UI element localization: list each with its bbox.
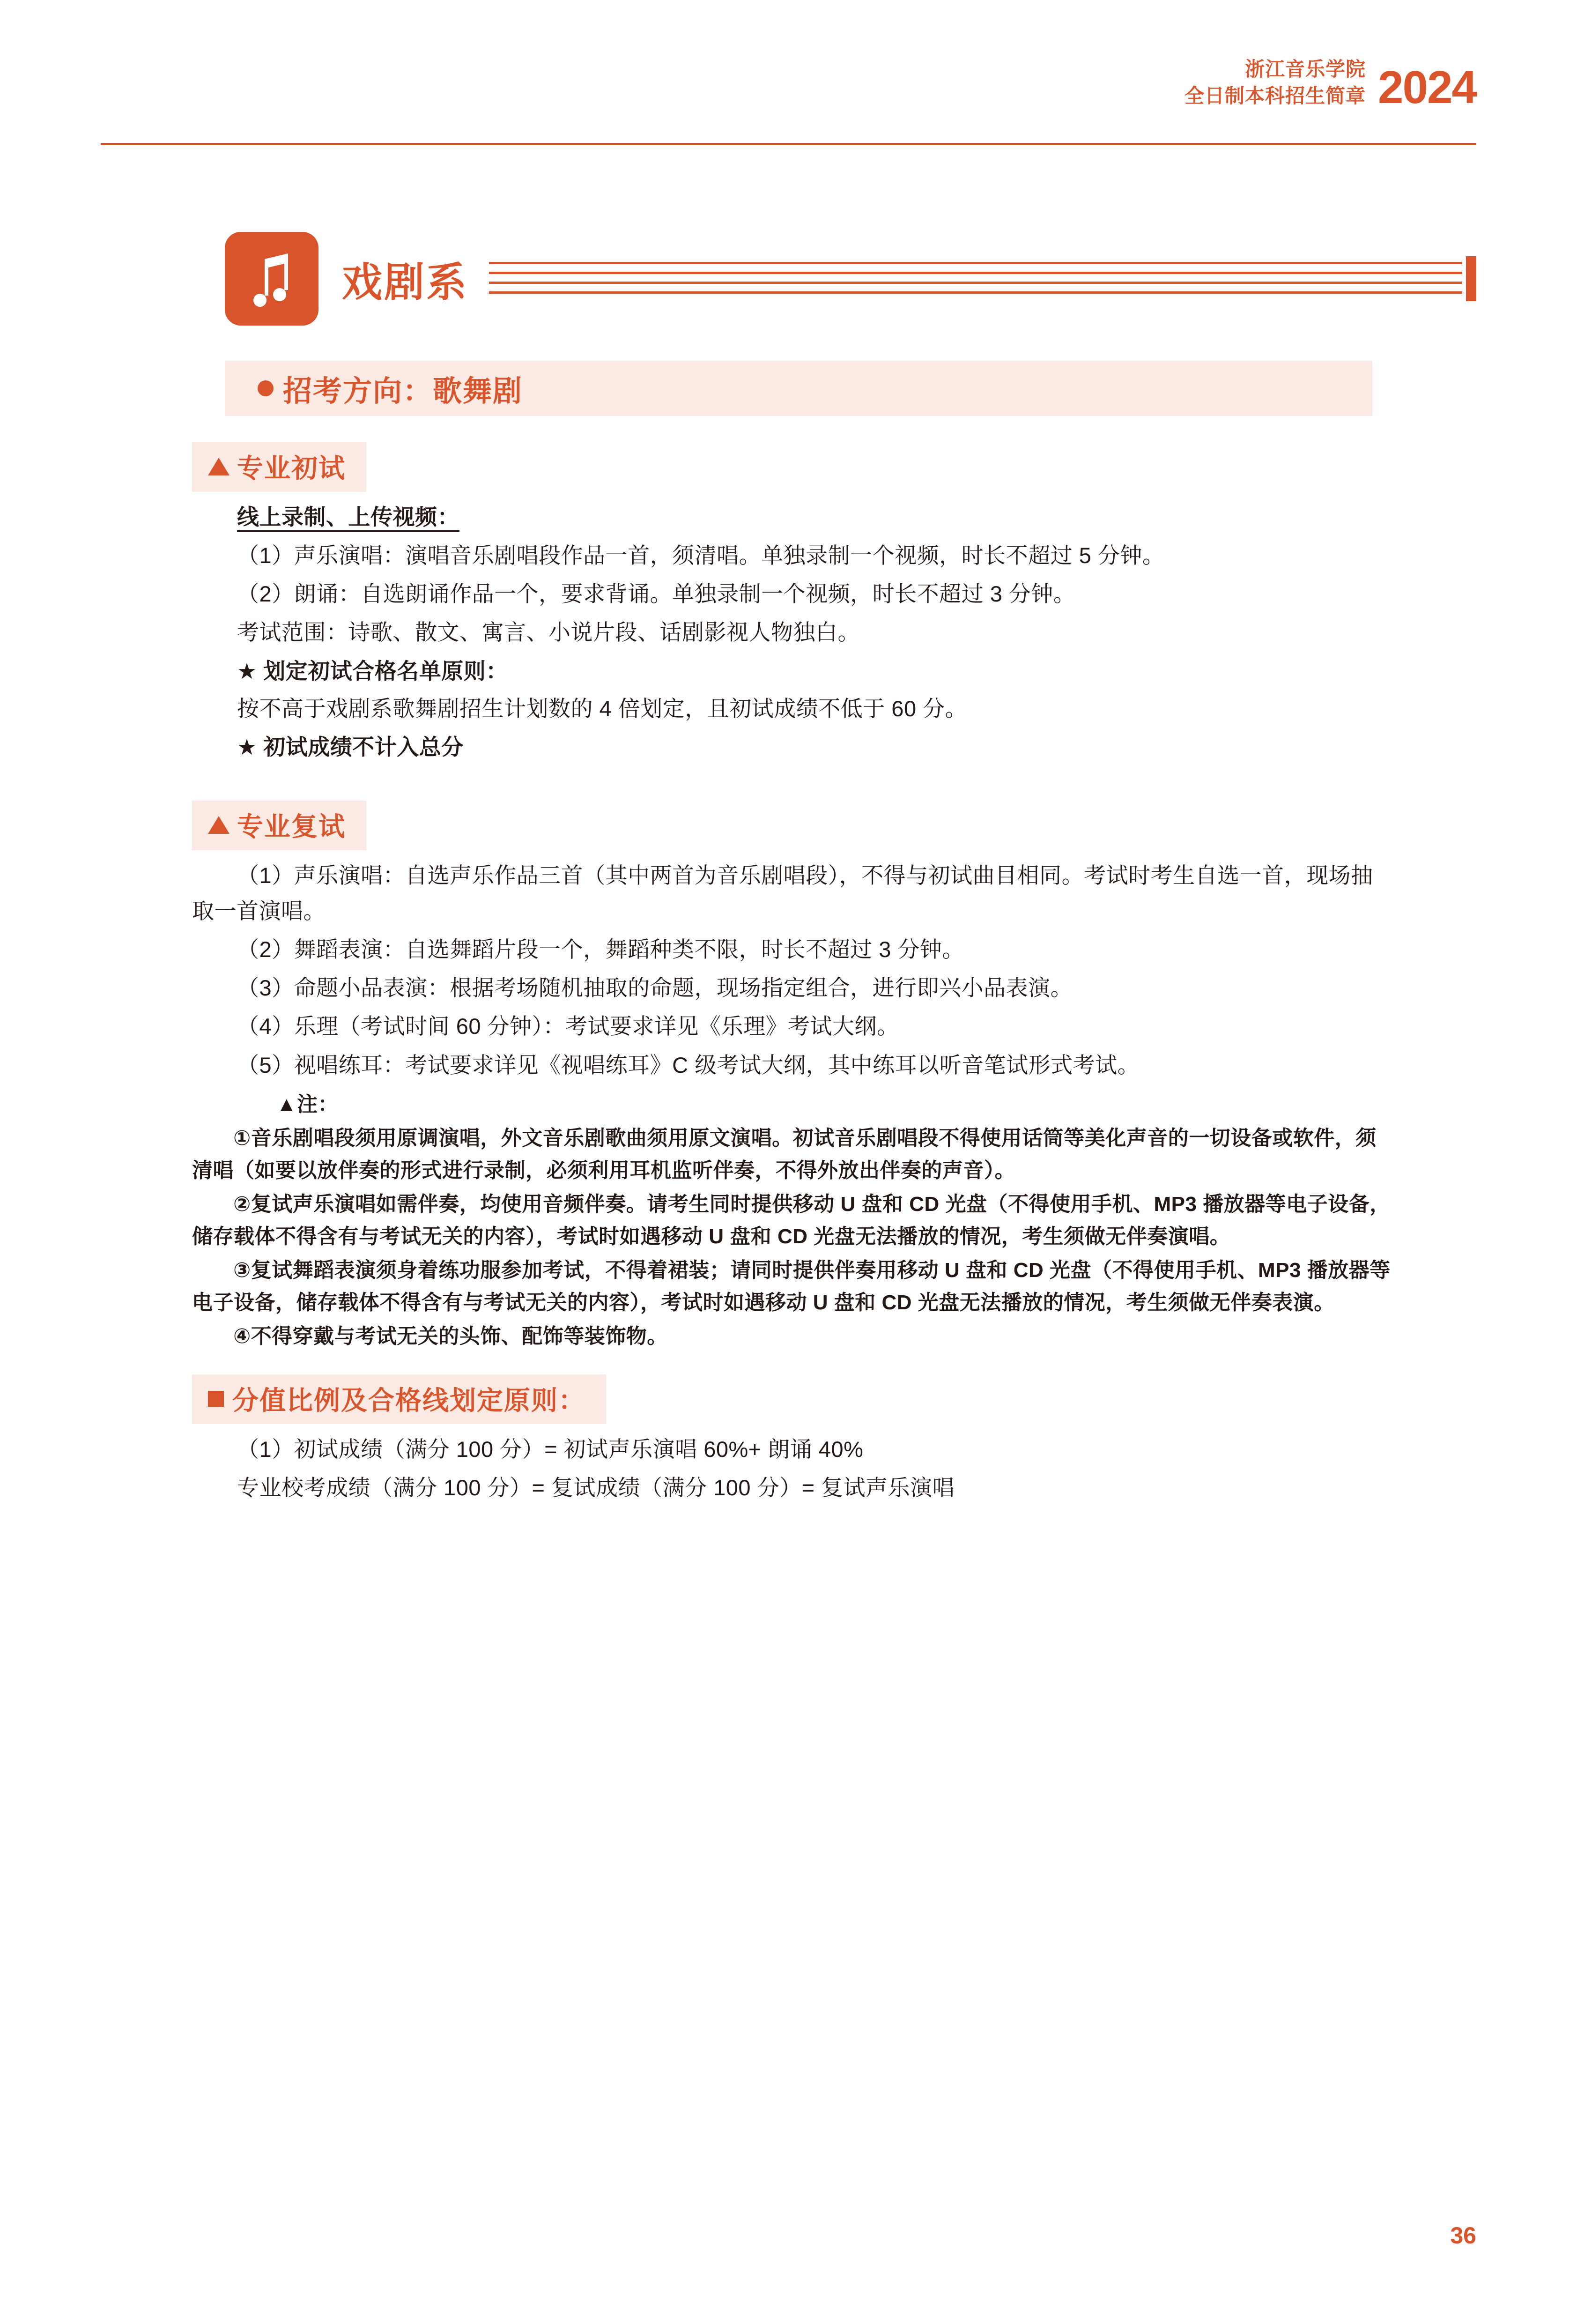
- retest-item-4: （4）乐理（考试时间 60 分钟）：考试要求详见《乐理》考试大纲。: [237, 1014, 899, 1039]
- header-institution-line2: 全日制本科招生简章: [1184, 84, 1366, 107]
- scoring-item-1: （1）初试成绩（满分 100 分）= 初试声乐演唱 60%+ 朗诵 40%: [237, 1436, 864, 1462]
- staff-lines-decoration: [489, 256, 1476, 301]
- preliminary-subhead: 线上录制、上传视频：: [237, 505, 459, 529]
- header-institution: [1185, 56, 1366, 109]
- circle-bullet-icon: [258, 380, 274, 396]
- retest-item-3: （3）命题小品表演：根据考场随机抽取的命题，现场指定组合，进行即兴小品表演。: [237, 975, 1073, 1001]
- section-heading-scoring: [192, 1374, 606, 1424]
- triangle-icon: [208, 458, 230, 475]
- staff-lines: [489, 262, 1462, 296]
- section-heading-retest: [192, 801, 366, 850]
- preliminary-pass-rule-title: ★ 划定初试合格名单原则：: [237, 658, 508, 683]
- square-icon: [208, 1391, 224, 1407]
- preliminary-scope: 考试范围：诗歌、散文、寓言、小说片段、话剧影视人物独白。: [237, 620, 860, 645]
- direction-banner: [225, 361, 1372, 416]
- scoring-item-2: 专业校考成绩（满分 100 分）= 复试成绩（满分 100 分）= 复试声乐演唱: [237, 1475, 955, 1500]
- preliminary-pass-rule-body: 按不高于戏剧系歌舞剧招生计划数的 4 倍划定，且初试成绩不低于 60 分。: [237, 696, 968, 721]
- retest-note-1: ①音乐剧唱段须用原调演唱，外文音乐剧歌曲须用原文演唱。初试音乐剧唱段不得使用话筒等美化声音的一切设备或软件，须清唱（如要以放伴奏的形式进行录制，必须利用耳机监听伴奏，不得外放出伴奏的声音）。: [192, 1126, 1377, 1182]
- triangle-icon: [208, 816, 230, 834]
- section-title-preliminary: 专业初试: [237, 453, 346, 483]
- staff-end-bar: [1466, 256, 1476, 301]
- main-content: [192, 436, 1391, 1508]
- header-institution-line1: 浙江音乐学院: [1244, 58, 1366, 80]
- preliminary-item-2: （2）朗诵：自选朗诵作品一个，要求背诵。单独录制一个视频，时长不超过 3 分钟。: [237, 581, 1076, 607]
- section-heading-preliminary: [192, 442, 366, 492]
- header-divider: [101, 143, 1476, 145]
- preliminary-score-note: ★ 初试成绩不计入总分: [237, 734, 464, 759]
- music-note-icon: [225, 232, 318, 326]
- retest-item-2: （2）舞蹈表演：自选舞蹈片段一个，舞蹈种类不限，时长不超过 3 分钟。: [237, 937, 964, 962]
- retest-item-5: （5）视唱练耳：考试要求详见《视唱练耳》C 级考试大纲，其中练耳以听音笔试形式考试。: [237, 1052, 1140, 1077]
- page-number: 36: [1450, 2222, 1476, 2249]
- page-header: [1184, 56, 1476, 113]
- preliminary-item-1: （1）声乐演唱：演唱音乐剧唱段作品一首，须清唱。单独录制一个视频，时长不超过 5 分钟。: [237, 543, 1165, 568]
- retest-notes-heading: ▲注：: [276, 1092, 339, 1116]
- direction-banner-text: 招考方向：歌舞剧: [283, 375, 523, 408]
- section-title-scoring: 分值比例及合格线划定原则：: [232, 1385, 585, 1415]
- retest-note-2: ②复试声乐演唱如需伴奏，均使用音频伴奏。请考生同时提供移动 U 盘和 CD 光盘（不得使用手机、MP3 播放器等电子设备，储存载体不得含有与考试无关的内容），考试时如遇移动 U 盘和 CD 光盘无法播放的情况，考生须做无伴奏演唱。: [192, 1192, 1391, 1248]
- header-year: 2024: [1377, 61, 1476, 113]
- department-title-block: [225, 230, 1476, 328]
- retest-note-3: ③复试舞蹈表演须身着练功服参加考试，不得着裙装；请同时提供伴奏用移动 U 盘和 CD 光盘（不得使用手机、MP3 播放器等电子设备，储存载体不得含有与考试无关的内容），考试时如遇移动 U 盘和 CD 光盘无法播放的情况，考生须做无伴奏表演。: [192, 1258, 1391, 1314]
- retest-note-4: ④不得穿戴与考试无关的头饰、配饰等装饰物。: [233, 1324, 668, 1348]
- department-name: 戏剧系: [342, 260, 468, 305]
- section-title-retest: 专业复试: [237, 811, 346, 841]
- retest-item-1: （1）声乐演唱：自选声乐作品三首（其中两首为音乐剧唱段），不得与初试曲目相同。考试时考生自选一首，现场抽取一首演唱。: [192, 862, 1373, 923]
